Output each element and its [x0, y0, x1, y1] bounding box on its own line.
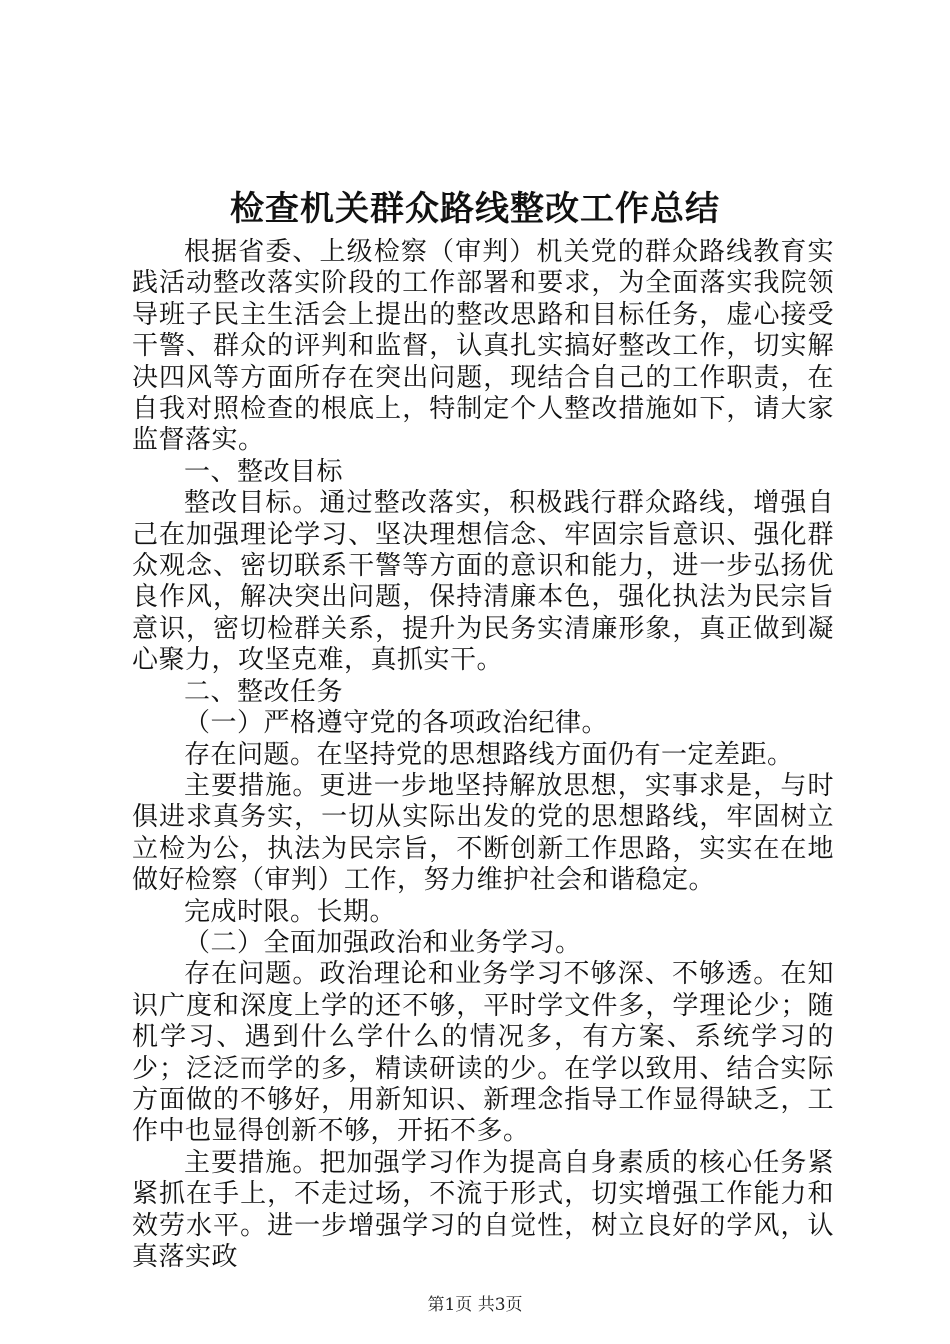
paragraph-goal: 整改目标。通过整改落实，积极践行群众路线，增强自己在加强理论学习、坚决理想信念、牢固宗旨意识、强化群众观念、密切联系干警等方面的意识和能力，进一步弘扬优良作风，解决突出问题，保持清廉本色，强化执法为民宗旨意识，密切检群关系，提升为民务实清廉形象，真正做到凝心聚力，攻坚克难，真抓实干。: [132, 488, 834, 676]
paragraph-task-1-measures: 主要措施。更进一步地坚持解放思想，实事求是，与时俱进求真务实，一切从实际出发的党的思想路线，牢固树立立检为公，执法为民宗旨，不断创新工作思路，实实在在地做好检察（审判）工作，努力维护社会和谐稳定。: [132, 770, 834, 896]
paragraph-task-2-problem: 存在问题。政治理论和业务学习不够深、不够透。在知识广度和深度上学的还不够，平时学文件多，学理论少；随机学习、遇到什么学什么的情况多，有方案、系统学习的少；泛泛而学的多，精读研读的少。在学以致用、结合实际方面做的不够好，用新知识、新理念指导工作显得缺乏，工作中也显得创新不够，开拓不多。: [132, 959, 834, 1147]
section-heading-goal: 一、整改目标: [184, 456, 344, 487]
paragraph-task-1-problem: 存在问题。在坚持党的思想路线方面仍有一定差距。: [184, 739, 794, 770]
section-heading-tasks: 二、整改任务: [184, 676, 344, 707]
document-title: 检查机关群众路线整改工作总结: [230, 189, 720, 229]
subheading-task-1: （一）严格遵守党的各项政治纪律。: [184, 708, 609, 739]
page-footer: 第1页 共3页: [427, 1295, 523, 1315]
document-body: [132, 237, 834, 1273]
paragraph-intro: 根据省委、上级检察（审判）机关党的群众路线教育实践活动整改落实阶段的工作部署和要求，为全面落实我院领导班子民主生活会上提出的整改思路和目标任务，虚心接受干警、群众的评判和监督，认真扎实搞好整改工作，切实解决四风等方面所存在突出问题，现结合自己的工作职责，在自我对照检查的根底上，特制定个人整改措施如下，请大家监督落实。: [132, 237, 834, 456]
paragraph-task-1-deadline: 完成时限。长期。: [184, 896, 397, 927]
paragraph-task-2-measures: 主要措施。把加强学习作为提高自身素质的核心任务紧紧抓在手上，不走过场，不流于形式，切实增强工作能力和效劳水平。进一步增强学习的自觉性，树立良好的学风，认真落实政: [132, 1147, 834, 1272]
subheading-task-2: （二）全面加强政治和业务学习。: [184, 927, 582, 958]
